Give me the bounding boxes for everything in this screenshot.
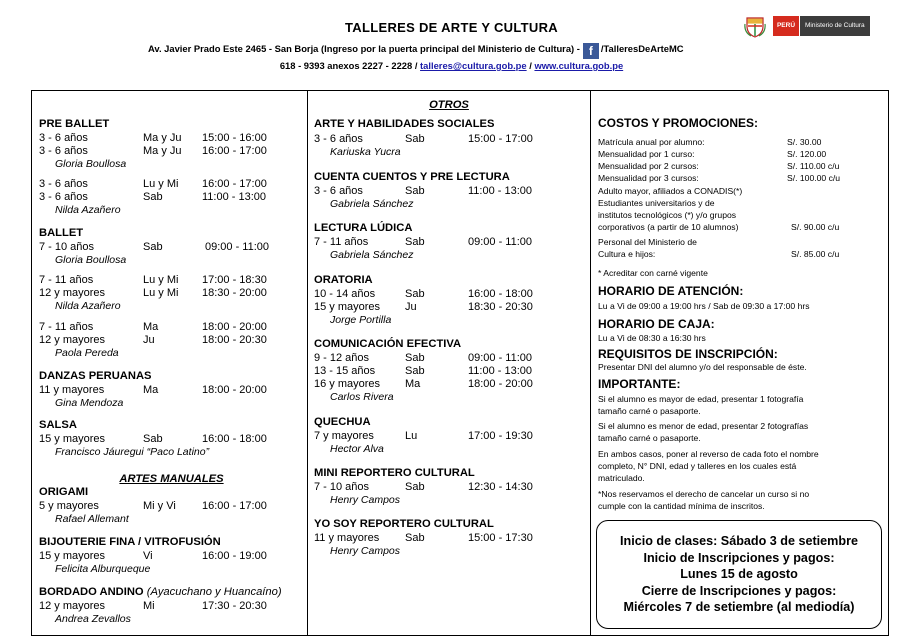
horario-atencion-text: Lu a Vi de 09:00 a 19:00 hrs / Sab de 09:30 a 17:00 hrs xyxy=(598,301,810,311)
schedule-table: PRE BALLET 3 - 6 años Ma y Ju 15:00 - 16:00 3 - 6 años Ma y Ju 16:00 - 17:00 Gloria Boullosa 3 - 6 años Lu y Mi 16:00 - 17:00 3 - 6 años Sab 11:00 - 13:00 Nilda Azañero BALLET 7 - 10 años Sab 09:00 - 11:00 Gloria Boullosa 7 - 11 años Lu y Mi 17:00 - 18:30 12 y mayores Lu y Mi 18:30 - 20:00 Nilda Azañero 7 - 11 años Ma 18:00 - 20:00 12 y mayores Ju 18:00 - 20:30 Paola Pereda DANZAS PERUANAS 11 y mayores Ma 18:00 - 20:00 Gina Mendoza SALSA 15 y mayores Sab 16:00 - 18:00 Francisco Jáuregui “Paco Latino” ARTES MANUALES ORIGAMI 5 y mayores Mi y Vi 16:00 - 17:00 Rafael Allemant BIJOUTERIE FINA / VITROFUSIÓN 15 y mayores Vi 16:00 - 19:00 Felicita Alburqueque BORDADO ANDINO (Ayacuchano y Huancaíno) 12 y mayores Mi 17:30 - 20:30 Andrea Zevallos OTROS ARTE Y HABILIDADES SOCIALES 3 - 6 años Sab 15:00 - 17:00 Kariuska Yucra CUENTA CUENTOS Y PRE LECTURA 3 - 6 años Sab 11:00 - 13:00 Gabriela Sánchez LECTURA LÚDICA 7 - 11 años Sab 09:00 - 11:00 Gabriela Sánchez ORATORIA 10 - 14 años Sab 16:00 - 18:00 15 y mayores Ju 18:30 - 20:30 Jorge Portilla COMUNICACIÓN EFECTIVA 9 - 12 años Sab 09:00 - 11:00 13 - 15 años Sab 11:00 - 13:00 16 y mayores Ma 18:00 - 20:00 Carlos Rivera QUECHUA 7 y mayores Lu 17:00 - 19:30 Hector Alva MINI REPORTERO CULTURAL 7 - 10 años Sab 12:30 - 14:30 Henry Campos YO SOY REPORTERO CULTURAL 11 y mayores Sab 15:00 - 17:30 Henry Campos COSTOS Y PROMOCIONES: Matrícula anual por alumno: S/. 30.00 Mensualidad por 1 curso: S/. 120.00 Mensualidad por 2 cursos: S/. 110.00 c/u Mensualidad por 3 cursos: S/. 100.00 c/u Adulto mayor, afiliados a CONADIS(*) Estudiantes universitarios y de institutos tecnológicos (*) y/o grupos corporativos (a partir de 10 alumnos) S/. 90.00 c/u Personal del Ministerio de Cultura e hijos: S/. 85.00 c/u * Acreditar con carné vigente HORARIO DE ATENCIÓN: Lu a Vi de 09:00 a 19:00 hrs / Sab de 09:30 a 17:00 hrs HORARIO DE CAJA: Lu a Vi de 08:30 a 16:30 hrs REQUISITOS DE INSCRIPCIÓN: Presentar DNI del alumno y/o del responsable de éste. IMPORTANTE: Si el alumno es mayor de edad, presentar 1 fotografía tamaño carné o pasaporte. Si el alumno es menor de edad, presentar 2 fotografías tamaño carné o pasaporte. En ambos casos, poner al reverso de cada foto el nombre completo, N° DNI, edad y talleres en los cuales está matriculado. *Nos reservamos el derecho de cancelar un curso si no cumple con la cantidad mínima de inscritos. xyxy=(31,90,889,636)
price-value: S/. 85.00 c/u xyxy=(791,249,840,259)
teacher-name: Gloria Boullosa xyxy=(55,254,127,266)
page-header xyxy=(0,0,903,80)
price-label: corporativos (a partir de 10 alumnos) xyxy=(598,222,739,232)
category-pre-ballet: PRE BALLET xyxy=(39,118,110,130)
horario-atencion-title: HORARIO DE ATENCIÓN: xyxy=(598,284,744,298)
category-salsa: SALSA xyxy=(39,419,77,431)
importante-text: matriculado. xyxy=(598,473,645,483)
column-divider xyxy=(590,91,591,635)
teacher-name: Francisco Jáuregui “Paco Latino” xyxy=(55,446,210,458)
teacher-name: Nilda Azañero xyxy=(55,300,121,312)
price-value: S/. 120.00 xyxy=(787,149,827,159)
teacher-name: Carlos Rivera xyxy=(330,391,394,403)
inicio-inscripciones-fecha: Lunes 15 de agosto xyxy=(680,567,798,581)
website-link[interactable]: www.cultura.gob.pe xyxy=(534,60,624,71)
contact-line xyxy=(0,60,903,71)
category-mini-reportero: MINI REPORTERO CULTURAL xyxy=(314,467,475,479)
importante-text: cumple con la cantidad mínima de inscritos. xyxy=(598,501,765,511)
cierre-inscripciones: Cierre de Inscripciones y pagos: xyxy=(641,583,837,598)
teacher-name: Nilda Azañero xyxy=(55,204,121,216)
price-value: S/. 110.00 c/u xyxy=(787,161,840,171)
requisitos-text: Presentar DNI del alumno y/o del responsable de éste. xyxy=(598,362,807,372)
address-text: Av. Javier Prado Este 2465 - San Borja (Ingreso por la puerta principal del Ministerio de Cultura) - xyxy=(148,43,580,54)
teacher-name: Henry Campos xyxy=(330,545,401,557)
ministry-logo: Ministerio de Cultura xyxy=(800,16,870,36)
teacher-name: Felicita Alburqueque xyxy=(55,563,151,575)
horario-caja-title: HORARIO DE CAJA: xyxy=(598,317,715,331)
address-line xyxy=(148,43,684,59)
category-lectura-ludica: LECTURA LÚDICA xyxy=(314,222,413,234)
category-quechua: QUECHUA xyxy=(314,416,371,428)
importante-title: IMPORTANTE: xyxy=(598,377,681,391)
price-value: S/. 30.00 xyxy=(787,137,822,147)
importante-text: Si el alumno es menor de edad, presentar 2 fotografías xyxy=(598,421,809,431)
price-value: S/. 90.00 c/u xyxy=(791,222,840,232)
price-label: Personal del Ministerio de xyxy=(598,237,697,247)
key-dates-box xyxy=(596,520,882,629)
facebook-icon[interactable]: f xyxy=(583,43,599,59)
teacher-name: Gloria Boullosa xyxy=(55,158,127,170)
importante-text: completo, N° DNI, edad y talleres en los cuales está xyxy=(598,461,797,471)
coat-of-arms-icon xyxy=(743,14,767,38)
importante-text: Si el alumno es mayor de edad, presentar 1 fotografía xyxy=(598,394,804,404)
teacher-name: Henry Campos xyxy=(330,494,401,506)
price-label: Mensualidad por 2 cursos: xyxy=(598,161,699,171)
peru-logo: PERÚ xyxy=(773,16,799,36)
category-oratoria: ORATORIA xyxy=(314,274,373,286)
category-ballet: BALLET xyxy=(39,227,84,239)
phone-text: 618 - 9393 anexos 2227 - 2228 / xyxy=(279,60,418,71)
price-label: Matrícula anual por alumno: xyxy=(598,137,705,147)
category-bijouterie: BIJOUTERIE FINA / VITROFUSIÓN xyxy=(39,536,221,548)
acreditar-note: * Acreditar con carné vigente xyxy=(598,268,708,278)
teacher-name: Kariuska Yucra xyxy=(330,146,401,158)
price-label: Adulto mayor, afiliados a CONADIS(*) xyxy=(598,186,743,196)
importante-text: tamaño carné o pasaporte. xyxy=(598,406,701,416)
teacher-name: Jorge Portilla xyxy=(330,314,392,326)
importante-text: *Nos reservamos el derecho de cancelar un curso si no xyxy=(598,489,810,499)
inicio-inscripciones: Inicio de Inscripciones y pagos: xyxy=(643,550,835,565)
page-title: TALLERES DE ARTE Y CULTURA xyxy=(345,20,558,35)
column-divider xyxy=(307,91,308,635)
price-label: Mensualidad por 1 curso: xyxy=(598,149,695,159)
horario-caja-text: Lu a Vi de 08:30 a 16:30 hrs xyxy=(598,333,706,343)
price-label: Mensualidad por 3 cursos: xyxy=(598,173,699,183)
teacher-name: Rafael Allemant xyxy=(55,513,129,525)
category-origami: ORIGAMI xyxy=(39,486,89,498)
requisitos-title: REQUISITOS DE INSCRIPCIÓN: xyxy=(598,347,778,361)
category-comunicacion-efectiva: COMUNICACIÓN EFECTIVA xyxy=(314,338,462,350)
costos-title: COSTOS Y PROMOCIONES: xyxy=(598,116,759,130)
section-otros: OTROS xyxy=(429,99,469,111)
teacher-name: Gabriela Sánchez xyxy=(330,198,414,210)
teacher-name: Gina Mendoza xyxy=(55,397,124,409)
separator: / xyxy=(529,60,532,71)
section-artes-manuales: ARTES MANUALES xyxy=(119,473,224,485)
category-bordado-andino: BORDADO ANDINO (Ayacuchano y Huancaíno) xyxy=(39,586,282,598)
inicio-clases: Inicio de clases: Sábado 3 de setiembre xyxy=(620,534,858,548)
importante-text: tamaño carné o pasaporte. xyxy=(598,433,701,443)
teacher-name: Andrea Zevallos xyxy=(55,613,131,625)
category-danzas-peruanas: DANZAS PERUANAS xyxy=(39,370,152,382)
email-link[interactable]: talleres@cultura.gob.pe xyxy=(420,60,527,71)
price-value: S/. 100.00 c/u xyxy=(787,173,841,183)
cierre-inscripciones-fecha: Miércoles 7 de setiembre (al mediodía) xyxy=(623,600,855,614)
category-arte-habilidades: ARTE Y HABILIDADES SOCIALES xyxy=(314,118,495,130)
teacher-name: Gabriela Sánchez xyxy=(330,249,414,261)
price-label: Estudiantes universitarios y de xyxy=(598,198,715,208)
category-cuenta-cuentos: CUENTA CUENTOS Y PRE LECTURA xyxy=(314,171,510,183)
teacher-name: Paola Pereda xyxy=(55,347,119,359)
price-label: Cultura e hijos: xyxy=(598,249,656,259)
category-yo-soy-reportero: YO SOY REPORTERO CULTURAL xyxy=(314,518,494,530)
facebook-handle[interactable]: /TalleresDeArteMC xyxy=(600,43,684,54)
importante-text: En ambos casos, poner al reverso de cada foto el nombre xyxy=(598,449,819,459)
teacher-name: Hector Alva xyxy=(330,443,384,455)
price-label: institutos tecnológicos (*) y/o grupos xyxy=(598,210,737,220)
